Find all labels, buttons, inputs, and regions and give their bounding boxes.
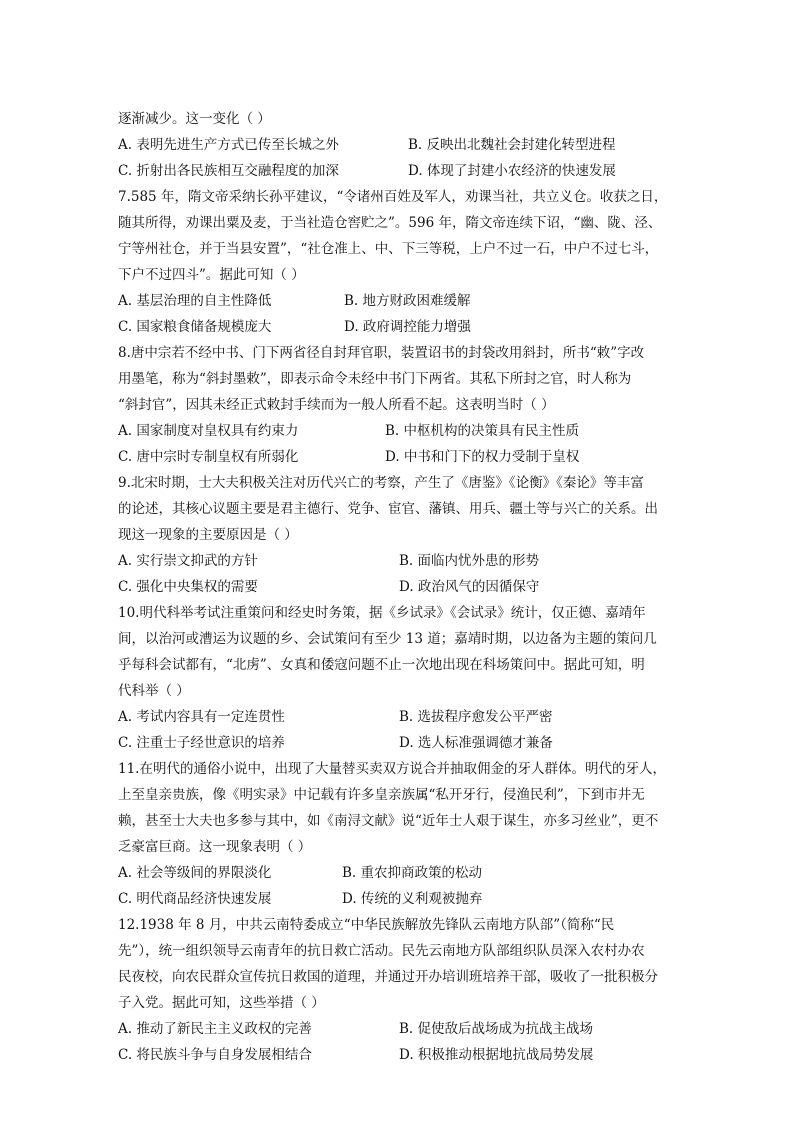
question-block <box>118 340 694 470</box>
question-block <box>118 600 694 756</box>
answer-option: D. 中书和门下的权力受制于皇权 <box>385 449 580 465</box>
answer-option: A. 基层治理的自主性降低 <box>118 293 272 309</box>
answer-option: C. 国家粮食储备规模庞大 <box>118 319 272 335</box>
question-stem-line: 的论述，其核心议题主要是君主德行、党争、宦官、藩镇、用兵、疆土等与兴亡的关系。出 <box>118 501 658 517</box>
answer-option: D. 政治风气的因循保守 <box>399 579 540 595</box>
question-stem-line: 赖，甚至士大夫也多参与其中，如《南浔文献》说“近年士人艰于谋生，亦多习丝业”，更不 <box>118 813 659 829</box>
answer-option: B. 反映出北魏社会封建化转型进程 <box>408 137 616 153</box>
option-row <box>118 132 694 158</box>
question-block <box>118 470 694 600</box>
answer-option: C. 注重士子经世意识的培养 <box>118 735 285 751</box>
answer-option: D. 传统的义利观被抛弃 <box>342 891 483 907</box>
question-stem: 7.585 年，隋文帝采纳长孙平建议，“令诸州百姓及军人，劝课当社，共立义仓。收获之日， <box>118 189 668 205</box>
answer-option: B. 地方财政困难缓解 <box>344 293 471 309</box>
question-block <box>118 912 694 1068</box>
answer-option: B. 重农抑商政策的松动 <box>342 865 483 881</box>
option-row <box>118 860 694 886</box>
question-block <box>118 756 694 912</box>
answer-option: B. 中枢机构的决策具有民主性质 <box>385 423 580 439</box>
question-stem-line: 乎每科会试都有，“北虏”、女真和倭寇问题不止一次地出现在科场策问中。据此可知，明 <box>118 657 645 673</box>
question-stem: 12.1938 年 8 月，中共云南特委成立“中华民族解放先锋队云南地方队部”（简称“民 <box>118 917 615 933</box>
option-row <box>118 158 694 184</box>
question-stem-line: “斜封官”，因其未经正式敕封手续而为一般人所看不起。这表明当时（ ） <box>118 397 555 413</box>
option-row <box>118 730 694 756</box>
answer-option: A. 表明先进生产方式已传至长城之外 <box>118 137 339 153</box>
answer-option: A. 实行崇文抑武的方针 <box>118 553 258 569</box>
answer-option: D. 政府调控能力增强 <box>344 319 471 335</box>
option-row <box>118 548 694 574</box>
option-row <box>118 886 694 912</box>
answer-option: A. 国家制度对皇权具有约束力 <box>118 423 299 439</box>
answer-option: C. 折射出各民族相互交融程度的加深 <box>118 163 339 179</box>
answer-option: D. 选人标准强调德才兼备 <box>399 735 553 751</box>
question-stem-line: 子入党。据此可知，这些举措（ ） <box>118 995 325 1011</box>
question-stem: 10.明代科举考试注重策问和经史时务策，据《乡试录》《会试录》统计，仅正德、嘉靖年 <box>118 605 646 621</box>
question-block <box>118 106 694 184</box>
option-row <box>118 314 694 340</box>
option-row <box>118 1042 694 1068</box>
question-stem-line: 随其所得，劝课出粟及麦，于当社造仓窖贮之”。596 年，隋文帝连续下诏，“幽、陇、泾、 <box>118 215 662 231</box>
answer-option: C. 明代商品经济快速发展 <box>118 891 272 907</box>
question-stem-line: 下户不过四斗”。据此可知（ ） <box>118 267 305 283</box>
question-block <box>118 184 694 340</box>
option-row <box>118 444 694 470</box>
option-row <box>118 574 694 600</box>
answer-option: C. 将民族斗争与自身发展相结合 <box>118 1047 312 1063</box>
answer-option: B. 面临内忧外患的形势 <box>399 553 540 569</box>
question-stem-line: 现这一现象的主要原因是（ ） <box>118 527 298 543</box>
question-stem: 8.唐中宗若不经中书、门下两省径自封拜官职，装置诏书的封袋改用斜封，所书“敕”字改 <box>118 345 645 361</box>
answer-option: A. 社会等级间的界限淡化 <box>118 865 272 881</box>
question-list <box>118 106 694 1068</box>
answer-option: C. 强化中央集权的需要 <box>118 579 258 595</box>
question-stem-line: 代科举（ ） <box>118 683 190 699</box>
answer-option: A. 考试内容具有一定连贯性 <box>118 709 285 725</box>
answer-option: B. 促使敌后战场成为抗战主战场 <box>399 1021 594 1037</box>
question-stem-line: 乏豪富巨商。这一现象表明（ ） <box>118 839 312 855</box>
question-stem: 11.在明代的通俗小说中，出现了大量替买卖双方说合并抽取佣金的牙人群体。明代的牙人， <box>118 761 666 777</box>
answer-option: A. 推动了新民主主义政权的完善 <box>118 1021 312 1037</box>
question-stem: 逐渐减少。这一变化（ ） <box>118 111 271 127</box>
option-row <box>118 1016 694 1042</box>
answer-option: B. 选拔程序愈发公平严密 <box>399 709 553 725</box>
answer-option: D. 体现了封建小农经济的快速发展 <box>408 163 616 179</box>
question-stem-line: 间，以治河或漕运为议题的乡、会试策问有至少 13 道；嘉靖时期，以边备为主题的策问几 <box>118 631 657 647</box>
question-stem-line: 先”），统一组织领导云南青年的抗日救亡活动。民先云南地方队部组织队员深入农村办农 <box>118 943 645 959</box>
question-stem-line: 民夜校，向农民群众宣传抗日救国的道理，并通过开办培训班培养干部，吸收了一批积极分 <box>118 969 658 985</box>
question-stem-line: 宁等州社仓，并于当县安置”，“社仓准上、中、下三等税，上户不过一石，中户不过七斗， <box>118 241 659 257</box>
answer-option: C. 唐中宗时专制皇权有所弱化 <box>118 449 299 465</box>
question-stem: 9.北宋时期，士大夫积极关注对历代兴亡的考察，产生了《唐鉴》《论衡》《秦论》等丰富 <box>118 475 644 491</box>
question-stem-line: 上至皇亲贵族，像《明实录》中记载有许多皇亲族属“私开牙行，侵渔民利”，下到市井无 <box>118 787 645 803</box>
option-row <box>118 418 694 444</box>
option-row <box>118 288 694 314</box>
option-row <box>118 704 694 730</box>
answer-option: D. 积极推动根据地抗战局势发展 <box>399 1047 594 1063</box>
question-stem-line: 用墨笔，称为“斜封墨敕”，即表示命令未经中书门下两省。其私下所封之官，时人称为 <box>118 371 632 387</box>
